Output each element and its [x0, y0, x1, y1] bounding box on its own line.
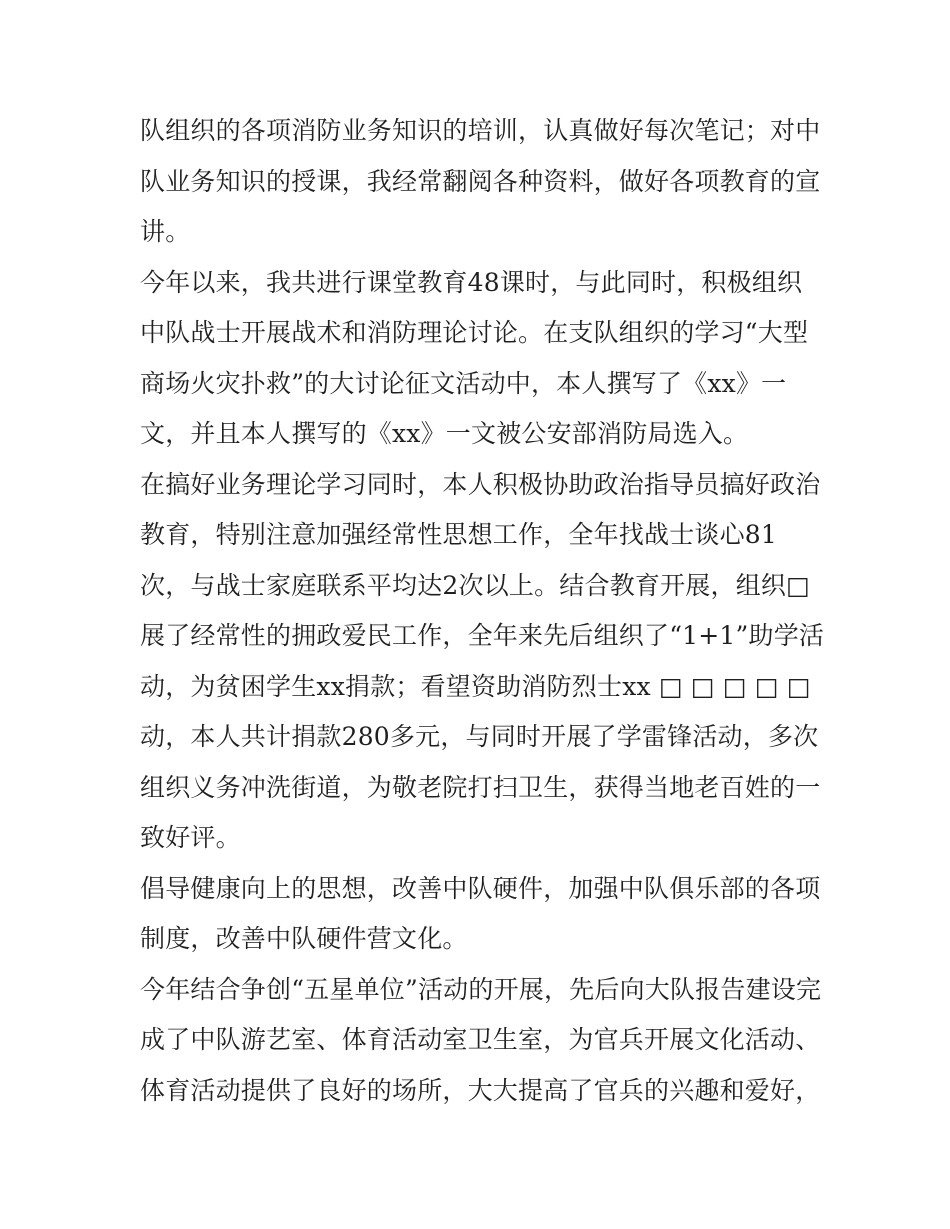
text-line: 致好评。 — [140, 823, 241, 852]
text-line: 组织义务冲洗街道，为敬老院打扫卫生，获得当地老百姓的一 — [140, 772, 821, 802]
text-line: 今年以来，我共进行课堂教育48课时，与此同时，积极组织 — [140, 267, 803, 297]
text-line: 动，为贫困学生xx捐款；看望资助消防烈士xx □ □ □ □ □ — [140, 671, 811, 701]
text-line: 商场火灾扑救”的大讨论征文活动中，本人撰写了《xx》一 — [140, 368, 787, 398]
text-line: 动，本人共计捐款280多元，与同时开展了学雷锋活动，多次 — [140, 722, 819, 751]
text-line: 今年结合争创“五星单位”活动的开展，先后向大队报告建设完 — [140, 974, 822, 1004]
text-line: 中队战士开展战术和消防理论讨论。在支队组织的学习“大型 — [140, 318, 809, 347]
text-line: 成了中队游艺室、体育活动室卫生室，为官兵开展文化活动、 — [140, 1025, 821, 1054]
text-line: 展了经常性的拥政爱民工作，全年来先后组织了“1+1”助学活 — [140, 621, 825, 650]
text-line: 制度，改善中队硬件营文化。 — [140, 924, 468, 953]
text-line: 讲。 — [140, 217, 191, 246]
document-body — [140, 106, 830, 1116]
text-line: 倡导健康向上的思想，改善中队硬件，加强中队俱乐部的各项 — [140, 873, 821, 903]
text-line: 教育，特别注意加强经常性思想工作，全年找战士谈心81 — [140, 520, 778, 549]
text-line: 队业务知识的授课，我经常翻阅各种资料，做好各项教育的宣 — [140, 166, 821, 196]
text-line: 体育活动提供了良好的场所，大大提高了官兵的兴趣和爱好， — [140, 1075, 821, 1105]
text-line: 在搞好业务理论学习同时，本人积极协助政治指导员搞好政治 — [140, 469, 821, 499]
text-line: 文，并且本人撰写的《xx》一文被公安部消防局选入。 — [140, 419, 749, 448]
text-line: 次，与战士家庭联系平均达2次以上。结合教育开展，组织□ — [140, 570, 810, 600]
text-line: 队组织的各项消防业务知识的培训，认真做好每次笔记；对中 — [140, 116, 821, 145]
